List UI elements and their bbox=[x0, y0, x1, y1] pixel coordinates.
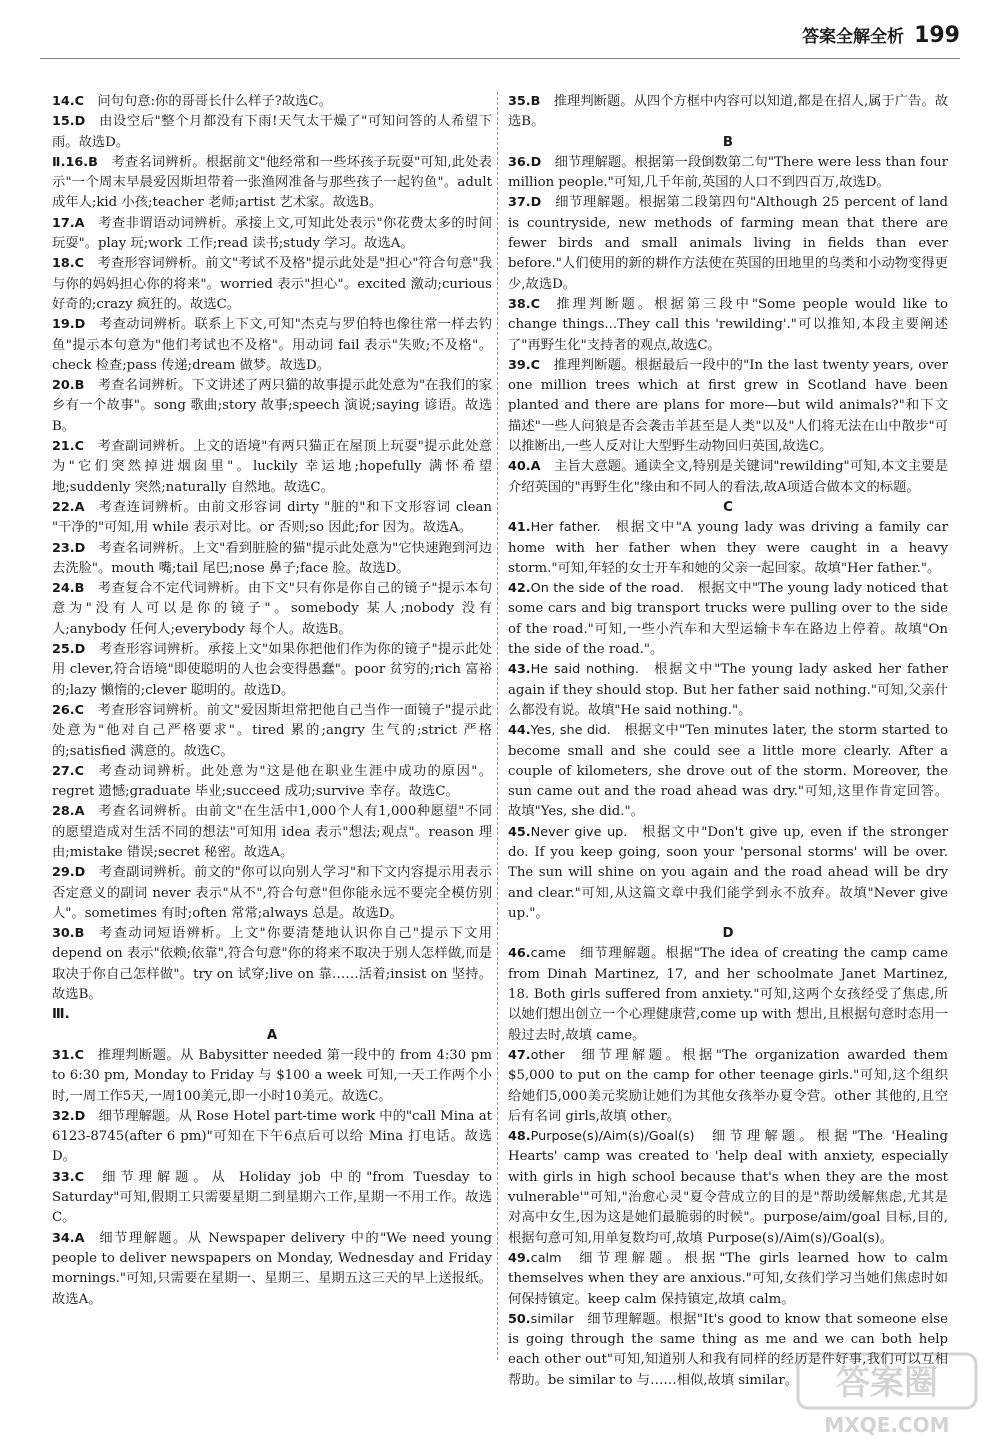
answer-item bbox=[52, 640, 492, 701]
answer-item bbox=[508, 92, 948, 133]
question-number: 32.D bbox=[52, 1108, 86, 1124]
section-heading: D bbox=[722, 926, 734, 942]
explanation-text: 推理判断题。根据最后一段中的"In the last twenty years, over one million trees which at first grew in Scotland have been planted and there are plans for more—but wild animals?"和下文描述"一些人问狼是否会袭击羊甚至是人类"以及"人们将无法在山中散步"可以推断出,一些人反对让大型野生动物回归英国,故选C。 bbox=[508, 357, 948, 455]
answer-item bbox=[52, 315, 492, 376]
answer-text: similar bbox=[530, 1311, 574, 1327]
explanation-text: 根据文中"A young lady was driving a family car home with her father when they were caught in a heavy storm."可知,年轻的女士开车和她的父亲一起回家。故填"Her father."。 bbox=[508, 520, 948, 576]
answer-item bbox=[52, 498, 492, 539]
page-number: 199 bbox=[914, 23, 960, 48]
explanation-text: 细节理解题。根据"The idea of creating the camp came from Dinah Martinez, 17, and her schoolmate Janet Martinez, 18. Both girls suffered from anxiety."可知,这两个女孩经受了焦虑,所以她们想出创立一个心理健康营,come up with 想出,且根据句意时态用一般过去时,故填 came。 bbox=[508, 946, 948, 1043]
question-number: 29.D bbox=[52, 865, 86, 881]
page-header bbox=[802, 22, 960, 48]
answer-item bbox=[52, 254, 492, 315]
explanation-text: 考查名词辨析。上文"看到脏脸的猫"提示此处意为"它快速跑到河边去洗脸"。mouth 嘴;tail 尾巴;nose 鼻子;face 脸。故选D。 bbox=[52, 540, 492, 576]
question-number: 26.C bbox=[52, 702, 85, 718]
question-number: 27.C bbox=[52, 763, 85, 779]
answer-item bbox=[52, 701, 492, 762]
question-number: 21.C bbox=[52, 439, 85, 455]
question-number: 45. bbox=[508, 824, 531, 840]
answer-text: Purpose(s)/Aim(s)/Goal(s) bbox=[530, 1129, 695, 1145]
explanation-text: 细节理解题。根据第二段第四句"Although 25 percent of land is countryside, new methods of farming mean that there are fewer birds and small animals living in fields than ever before."人们使用的新的耕作方法使在英国的田地里的鸟类和小动物变得更少,故选D。 bbox=[508, 195, 948, 292]
explanation-text: 考查形容词辨析。承接上文"如果你把他们作为你的镜子"提示此处用 clever,符合语境"即使聪明的人也会变得愚蠢"。poor 贫穷的;rich 富裕的;lazy 懒惰的;clever 聪明的。故选D。 bbox=[52, 642, 492, 698]
explanation-text: 考查名词辨析。下文讲述了两只猫的故事提示此处意为"在我们的家乡有一个故事"。song 歌曲;story 故事;speech 演说;saying 谚语。故选B。 bbox=[52, 378, 492, 434]
explanation-text: 细节理解题。从 Newspaper delivery 中的"We need young people to deliver newspapers on Monday, Wednesday and Friday mornings."可知,只需要在星期一、星期三、星期五这三天的早上送报纸。故选A。 bbox=[52, 1230, 492, 1307]
answer-text: Yes, she did. bbox=[530, 723, 611, 739]
answer-item bbox=[508, 1249, 948, 1310]
question-number: 22.A bbox=[52, 499, 85, 515]
explanation-text: 细节理解题。从 Holiday job 中的"from Tuesday to Saturday"可知,假期工只需要星期二到星期六工作,星期一不用工作。故选C。 bbox=[52, 1169, 492, 1226]
answer-item bbox=[508, 579, 948, 660]
explanation-text: 根据文中"The young lady noticed that some cars and big transport trucks were pulling over to the side of the road."可知,一些小汽车和大型运输卡车在路边上停着。故填"On the side of the road."。 bbox=[508, 581, 948, 658]
question-number: 30.B bbox=[52, 926, 85, 942]
question-number: 28.A bbox=[52, 804, 85, 820]
explanation-text: 考查动词辨析。此处意为"这是他在职业生涯中成功的原因"。regret 遗憾;graduate 毕业;succeed 成功;survive 幸存。故选C。 bbox=[52, 763, 492, 800]
answer-item bbox=[52, 1168, 492, 1229]
answer-item bbox=[508, 518, 948, 579]
answer-item bbox=[52, 539, 492, 580]
answer-item bbox=[52, 579, 492, 640]
question-number: 31.C bbox=[52, 1047, 85, 1063]
left-column bbox=[52, 92, 492, 1310]
explanation-text: 考查非谓语动词辨析。承接上文,可知此处表示"你花费太多的时间玩耍"。play 玩;work 工作;read 读书;study 学习。故选A。 bbox=[52, 215, 492, 252]
question-number: 47. bbox=[508, 1047, 531, 1063]
explanation-text: 推理判断题。从 Babysitter needed 第一段中的 from 4:30 pm to 6:30 pm, Monday to Friday 与 $100 a week 可知,一天工作两个小时,一周工作5天,一周100美元,即一小时10美元。故选C。 bbox=[52, 1047, 492, 1104]
section-heading: A bbox=[266, 1027, 278, 1043]
explanation-text: 推理判断题。根据第三段中"Some people would like to change things...They call this 'rewilding'."可以推知,本段主要阐述了"再野生化"支持者的观点,故选C。 bbox=[508, 296, 948, 353]
answer-item bbox=[52, 762, 492, 803]
watermark-text: 答案圈 bbox=[836, 1363, 938, 1403]
question-number: 39.C bbox=[508, 357, 541, 373]
explanation-text: 考查名词辨析。由前文"在生活中1,000个人有1,000种愿望"不同的愿望造成对生活不同的想法"可知用 idea 表示"想法;观点"。reason 理由;mistake 错误;secret 秘密。故选A。 bbox=[52, 804, 492, 860]
answer-item bbox=[508, 457, 948, 498]
answer-item bbox=[52, 924, 492, 1005]
right-column bbox=[508, 92, 948, 1391]
explanation-text: 考查名词辨析。根据前文"他经常和一些坏孩子玩耍"可知,此处表示"一个周末早晨爱因斯坦带着一张渔网准备与那些孩子一起钓鱼"。adult 成年人;kid 小孩;teacher 老师;artist 艺术家。故选B。 bbox=[52, 154, 492, 211]
question-number: 38.C bbox=[508, 296, 541, 312]
part-label: Ⅱ. bbox=[52, 154, 66, 170]
answer-item bbox=[508, 1127, 948, 1249]
section-heading: B bbox=[722, 134, 734, 150]
answer-item bbox=[508, 1046, 948, 1127]
answer-text: came bbox=[530, 946, 566, 962]
answer-text: On the side of the road. bbox=[530, 581, 685, 597]
explanation-text: 考查形容词辨析。前文"考试不及格"提示此处是"担心"符合句意"我与你的妈妈担心你的将来"。worried 表示"担心"。excited 激动;curious 好奇的;crazy 疯狂的。故选C。 bbox=[52, 256, 492, 312]
part-label: Ⅲ. bbox=[52, 1007, 70, 1023]
answer-item bbox=[508, 944, 948, 1045]
answer-item bbox=[52, 802, 492, 863]
column-divider bbox=[497, 92, 498, 1360]
explanation-text: 考查形容词辨析。前文"爱因斯坦常把他自己当作一面镜子"提示此处意为"他对自己严格要求"。tired 累的;angry 生气的;strict 严格的;satisfied 满意的。故选C。 bbox=[52, 702, 492, 759]
question-number: 46. bbox=[508, 946, 531, 962]
explanation-text: 考查动词短语辨析。上文"你要清楚地认识你自己"提示下文用 depend on 表示"依赖;依靠",符合句意"你的将来不取决于别人怎样做,而是取决于你自己怎样做"。try on 试穿;live on 靠……活着;insist on 坚持。故选B。 bbox=[52, 926, 492, 1003]
question-number: 19.D bbox=[52, 317, 86, 333]
question-number: 34.A bbox=[52, 1230, 85, 1246]
question-number: 48. bbox=[508, 1129, 531, 1145]
explanation-text: 考查动词辨析。联系上下文,可知"杰克与罗伯特也像往常一样去钓鱼"提示本句意为"他们考试也不及格"。用动词 fail 表示"失败;不及格"。check 检查;pass 传递;dream 做梦。故选D。 bbox=[52, 317, 492, 373]
explanation-text: 细节理解题。根据"The girls learned how to calm themselves when they are anxious."可知,女孩们学习当她们焦虑时如何保持镇定。keep calm 保持镇定,故填 calm。 bbox=[508, 1250, 948, 1307]
answer-item bbox=[508, 721, 948, 822]
answer-item bbox=[508, 153, 948, 194]
header-title: 答案全解全析 bbox=[802, 27, 905, 47]
explanation-text: 问句句意:你的哥哥长什么样子?故选C。 bbox=[97, 94, 332, 109]
watermark-url: MXQE.COM bbox=[824, 1413, 950, 1437]
question-number: 16.B bbox=[65, 154, 98, 170]
question-number: 42. bbox=[508, 581, 531, 597]
explanation-text: 细节理解题。根据第一段倒数第二句"There were less than four million people."可知,几千年前,英国的人口不到四百万,故选D。 bbox=[508, 154, 948, 191]
explanation-text: 主旨大意题。通读全文,特别是关键词"rewilding"可知,本文主要是介绍英国的"再野生化"缘由和不同人的看法,故A项适合做本文的标题。 bbox=[508, 459, 948, 495]
question-number: 40.A bbox=[508, 459, 541, 475]
answer-item bbox=[52, 376, 492, 437]
explanation-text: 考查复合不定代词辨析。由下文"只有你是你自己的镜子"提示本句意为"没有人可以是你的镜子"。somebody 某人;nobody 没有人;anybody 任何人;everybody 每个人。故选B。 bbox=[52, 581, 492, 637]
question-number: 18.C bbox=[52, 256, 85, 272]
question-number: 17.A bbox=[52, 215, 85, 231]
explanation-text: 细节理解题。根据"The 'Healing Hearts' camp was created to 'help deal with anxiety, especially with girls in high school because that's when they are the most vulnerable'"可知,"治愈心灵"夏令营成立的目的是"帮助缓解焦虑,尤其是对高中女生,因为这是她们最脆弱的时候"。purpose/aim/goal 目标,目的,根据句意可知,用单复数均可,故填 Purpose(s)/Aim(s)/Goal(s)。 bbox=[508, 1129, 948, 1246]
question-number: 36.D bbox=[508, 154, 542, 170]
question-number: 37.D bbox=[508, 195, 542, 211]
explanation-text: 细节理解题。根据"The organization awarded them $5,000 to put on the camp for other teenage girls."可知,这个组织给她们5,000美元奖励让她们为其他女孩举办夏令营。other 其他的,且空后有名词 girls,故填 other。 bbox=[508, 1047, 948, 1124]
explanation-text: 推理判断题。从四个方框中内容可以知道,都是在招人,属于广告。故选B。 bbox=[508, 94, 948, 130]
question-number: 25.D bbox=[52, 642, 86, 658]
explanation-text: 根据文中"The young lady asked her father again if they should stop. But her father said nothing."可知,父亲什么都没有说。故填"He said nothing."。 bbox=[508, 662, 948, 718]
answer-item bbox=[52, 1107, 492, 1168]
question-number: 50. bbox=[508, 1311, 531, 1327]
explanation-text: 考查副词辨析。前文的"你可以向别人学习"和下文内容提示用表示否定意义的副词 never 表示"从不",符合句意"但你能永远不要完全模仿别人"。sometimes 有时;often 常常;always 总是。故选D。 bbox=[52, 865, 492, 921]
question-number: 43. bbox=[508, 662, 531, 678]
question-number: 44. bbox=[508, 723, 531, 739]
answer-item bbox=[508, 823, 948, 924]
answer-item bbox=[52, 863, 492, 924]
answer-item bbox=[508, 193, 948, 294]
answer-item bbox=[508, 356, 948, 457]
section-heading: C bbox=[723, 499, 733, 515]
answer-item bbox=[52, 1046, 492, 1107]
answer-item bbox=[52, 153, 492, 214]
question-number: 41. bbox=[508, 520, 531, 536]
question-number: 49. bbox=[508, 1250, 531, 1266]
answer-text: Her father. bbox=[530, 520, 601, 536]
explanation-text: 根据文中"Don't give up, even if the stronger do. If you keep going, soon your 'personal storms' will be over. The sun will shine on you again and the road ahead will be dry and clear."可知,从这篇文章中我们能学到永不放弃。故填"Never give up."。 bbox=[508, 824, 949, 921]
explanation-text: 由设空后"整个月都没有下雨!天气太干燥了"可知问答的人希望下雨。故选D。 bbox=[52, 114, 492, 150]
answer-item bbox=[508, 660, 948, 721]
watermark-logo bbox=[792, 1348, 982, 1440]
explanation-text: 细节理解题。从 Rose Hotel part-time work 中的"call Mina at 6123-8745(after 6 pm)"可知在下午6点后可以给 Mina 打电话。故选D。 bbox=[52, 1108, 492, 1165]
answer-item bbox=[52, 214, 492, 255]
explanation-text: 细节理解题。根据"It's good to know that someone else is going through the same thing as me and we can both help each other out"可知,知道别人和我有同样的经历是件好事,我们可以互相帮助。be similar to 与……相似,故填 similar。 bbox=[508, 1311, 948, 1388]
question-number: 24.B bbox=[52, 581, 85, 597]
answer-text: He said nothing. bbox=[530, 662, 639, 678]
explanation-text: 根据文中"Ten minutes later, the storm started to become small and she could see a little more clearly. After a couple of kilometers, she drove out of the storm. Moreover, the sun came out and the road ahead was dry."可知,这里作肯定回答。故填"Yes, she did."。 bbox=[508, 723, 948, 820]
answer-item bbox=[52, 437, 492, 498]
answer-item bbox=[52, 92, 492, 112]
question-number: 35.B bbox=[508, 94, 541, 109]
question-number: 33.C bbox=[52, 1169, 85, 1185]
explanation-text: 考查连词辨析。由前文形容词 dirty "脏的"和下文形容词 clean "干净的"可知,用 while 表示对比。or 否则;so 因此;for 因为。故选A。 bbox=[52, 499, 492, 536]
question-number: 23.D bbox=[52, 540, 86, 556]
explanation-text: 考查副词辨析。上文的语境"有两只猫正在屋顶上玩耍"提示此处意为"它们突然掉进烟囱里"。luckily 幸运地;hopefully 满怀希望地;suddenly 突然;naturally 自然地。故选C。 bbox=[52, 439, 492, 495]
header-rule bbox=[40, 58, 960, 59]
answer-item bbox=[508, 295, 948, 356]
question-number: 15.D bbox=[52, 114, 86, 130]
question-number: 20.B bbox=[52, 378, 85, 394]
answer-text: calm bbox=[530, 1250, 562, 1266]
question-number: 14.C bbox=[52, 94, 85, 109]
answer-text: Never give up. bbox=[530, 824, 628, 840]
answer-item bbox=[52, 1229, 492, 1310]
answer-text: other bbox=[530, 1047, 565, 1063]
answer-item bbox=[52, 112, 492, 153]
